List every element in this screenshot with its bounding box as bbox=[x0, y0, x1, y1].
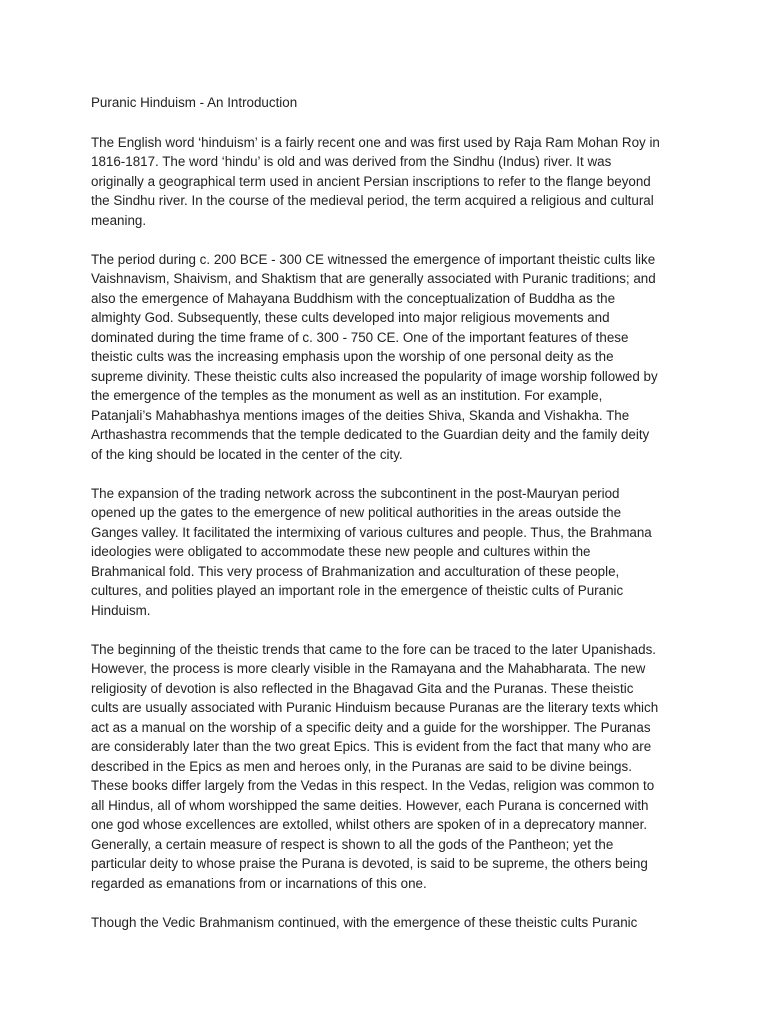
paragraph-line: Arthashastra recommends that the temple dedicated to the Guardian deity and the family deity bbox=[91, 427, 650, 442]
paragraph-line: of the king should be located in the center of the city. bbox=[91, 446, 403, 462]
paragraph-line: particular deity to whose praise the Purana is devoted, is said to be supreme, the others being bbox=[91, 856, 648, 871]
paragraph-list bbox=[91, 133, 691, 933]
paragraph-line: Patanjali’s Mahabhashya mentions images of the deities Shiva, Skanda and Vishakha. The bbox=[91, 407, 630, 423]
paragraph-line: The period during c. 200 BCE - 300 CE witnessed the emergence of important theistic cults like bbox=[91, 251, 656, 267]
paragraph bbox=[91, 250, 691, 465]
paragraph-line: The expansion of the trading network across the subcontinent in the post-Mauryan period bbox=[91, 485, 620, 501]
paragraph-line: 1816-1817. The word ‘hindu’ is old and was derived from the Sindhu (Indus) river. It was bbox=[91, 154, 612, 169]
paragraph-line: Vaishnavism, Shaivism, and Shaktism that are generally associated with Puranic traditions; and bbox=[91, 271, 656, 286]
document-body bbox=[91, 93, 691, 952]
paragraph-line: opened up the gates to the emergence of new political authorities in the areas outside the bbox=[91, 505, 622, 520]
paragraph-line: act as a manual on the worship of a specific deity and a guide for the worshipper. The Puranas bbox=[91, 719, 651, 735]
paragraph-line: religiosity of devotion is also reflected in the Bhagavad Gita and the Puranas. These theistic bbox=[91, 680, 634, 696]
paragraph-line: cultures, and polities played an important role in the emergence of theistic cults of Puranic bbox=[91, 583, 624, 598]
paragraph-line: also the emergence of Mahayana Buddhism with the conceptualization of Buddha as the bbox=[91, 290, 616, 306]
paragraph-line: Generally, a certain measure of respect is shown to all the gods of the Pantheon; yet the bbox=[91, 836, 614, 852]
paragraph-line: Though the Vedic Brahmanism continued, with the emergence of these theistic cults Puranic bbox=[91, 914, 638, 930]
paragraph-line: supreme divinity. These theistic cults also increased the popularity of image worship followed by bbox=[91, 368, 658, 384]
paragraph-line: almighty God. Subsequently, these cults developed into major religious movements and bbox=[91, 310, 610, 325]
paragraph-line: described in the Epics as men and heroes only, in the Puranas are said to be divine beings. bbox=[91, 758, 632, 774]
paragraph bbox=[91, 133, 691, 231]
paragraph-line: cults are usually associated with Puranic Hinduism because Puranas are the literary texts which bbox=[91, 700, 659, 715]
paragraph bbox=[91, 640, 691, 894]
paragraph-line: ideologies were obligated to accommodate these new people and cultures within the bbox=[91, 544, 591, 559]
paragraph-line: theistic cults was the increasing emphasis upon the worship of one personal deity as the bbox=[91, 349, 614, 364]
paragraph-line: are considerably later than the two great Epics. This is evident from the fact that many who are bbox=[91, 739, 652, 754]
paragraph-line: The English word ‘hinduism’ is a fairly recent one and was first used by Raja Ram Mohan Roy in bbox=[91, 134, 660, 150]
paragraph-line: dominated during the time frame of c. 300 - 750 CE. One of the important features of these bbox=[91, 329, 629, 345]
paragraph-line: meaning. bbox=[91, 212, 147, 228]
paragraph-line: However, the process is more clearly visible in the Ramayana and the Mahabharata. The new bbox=[91, 661, 646, 676]
paragraph-line: all Hindus, all of whom worshipped the same deities. However, each Purana is concerned with bbox=[91, 797, 649, 813]
paragraph bbox=[91, 484, 691, 621]
document-title: Puranic Hinduism - An Introduction bbox=[91, 95, 298, 110]
paragraph-line: Brahmanical fold. This very process of Brahmanization and acculturation of these people, bbox=[91, 563, 620, 579]
paragraph-line: These books differ largely from the Vedas in this respect. In the Vedas, religion was common to bbox=[91, 778, 655, 793]
paragraph-line: regarded as emanations from or incarnations of this one. bbox=[91, 875, 427, 891]
paragraph-line: The beginning of the theistic trends that came to the fore can be traced to the later Upanishads. bbox=[91, 641, 656, 657]
paragraph-line: one god whose excellences are extolled, whilst others are spoken of in a deprecatory manner. bbox=[91, 817, 648, 832]
paragraph-line: Hinduism. bbox=[91, 602, 151, 618]
paragraph-line: originally a geographical term used in ancient Persian inscriptions to refer to the flange beyond bbox=[91, 173, 651, 189]
paragraph-line: the emergence of the temples as the monument as well as an institution. For example, bbox=[91, 388, 603, 403]
paragraph bbox=[91, 913, 691, 933]
paragraph-line: Ganges valley. It facilitated the intermixing of various cultures and people. Thus, the Brahmana bbox=[91, 524, 652, 540]
paragraph-line: the Sindhu river. In the course of the medieval period, the term acquired a religious and cultural bbox=[91, 193, 654, 208]
